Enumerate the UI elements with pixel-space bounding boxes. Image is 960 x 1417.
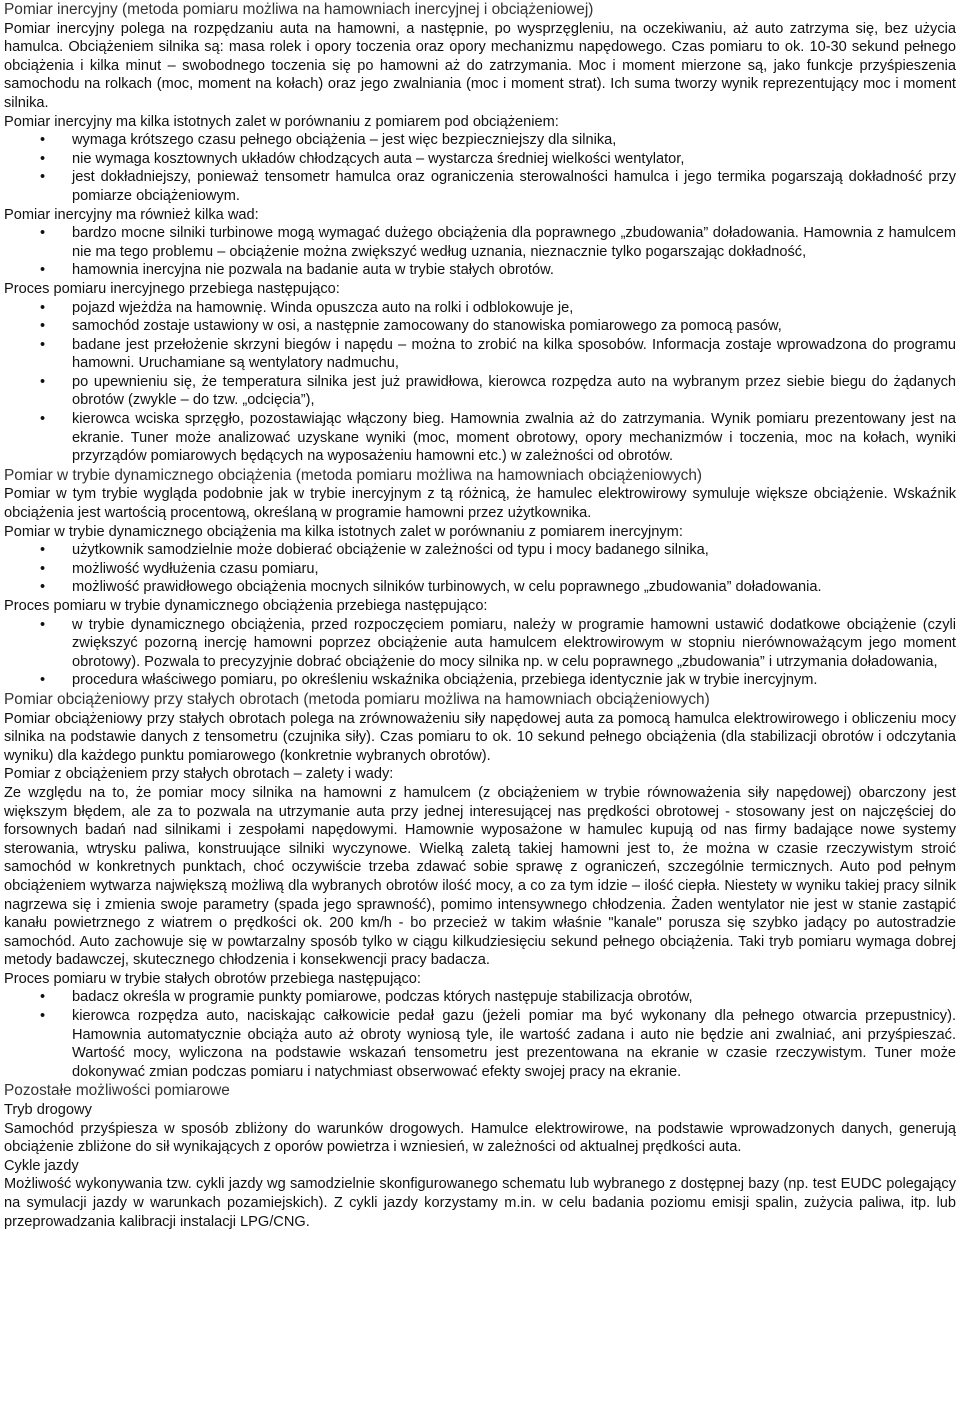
bullet-item: • po upewnieniu się, że temperatura silnika jest już prawidłowa, kierowca rozpędza auto na wybranym przez siebie biegu do żądanych obrotów (zwykle – do tzw. „odcięcia”),	[4, 373, 956, 410]
paragraph: Pomiar inercyjny ma również kilka wad:	[4, 206, 259, 223]
paragraph: Cykle jazdy	[4, 1157, 79, 1174]
bullet-item: • możliwość prawidłowego obciążenia mocnych silników turbinowych, w celu poprawnego „zbudowania” doładowania.	[4, 578, 956, 597]
bullet-item: • kierowca wciska sprzęgło, pozostawiając włączony bieg. Hamownia zwalnia aż do zatrzymania. Wynik pomiaru prezentowany jest na ekranie. Tuner może analizować uzyskane wyniki (moc, moment obrotowy, opory mechanizmów i toczenia, moc na kołach, wyniki przyrządów pomiarowych będących na wyposażeniu hamowni etc.) w zależności od obrotów.	[4, 410, 956, 466]
bullet-item: • hamownia inercyjna nie pozwala na badanie auta w trybie stałych obrotów.	[4, 261, 956, 280]
bullet-item: • jest dokładniejszy, ponieważ tensometr hamulca oraz ograniczenia sterowalności hamulca i jego termika pogarszają dokładność przy pomiarze obciążeniowym.	[4, 168, 956, 205]
paragraph: Samochód przyśpiesza w sposób zbliżony do warunków drogowych. Hamulce elektrowirowe, na podstawie wprowadzonych danych, generują obciążenie zbliżone do sił wynikających z oporów powietrza i wzniesień, w zależności od aktualnej prędkości auta.	[4, 1120, 956, 1156]
bullet-item: • wymaga krótszego czasu pełnego obciążenia – jest więc bezpieczniejszy dla silnika,	[4, 131, 956, 150]
paragraph: Tryb drogowy	[4, 1102, 92, 1119]
bullet-item: • bardzo mocne silniki turbinowe mogą wymagać dużego obciążenia dla poprawnego „zbudowania” doładowania. Hamownia z hamulcem nie ma tego problemu – obciążenie można zwiększyć według uznania, nieznacznie tylko pogarszając dokładność,	[4, 224, 956, 261]
bullet-list	[4, 541, 956, 597]
bullet-item: • badane jest przełożenie skrzyni biegów i napędu – można to zrobić na kilka sposobów. Informacja zostaje wprowadzona do programu hamowni. Uruchamiane są wentylatory nadmuchu,	[4, 336, 956, 373]
bullet-list	[4, 616, 956, 690]
section-heading: Pozostałe możliwości pomiarowe	[4, 1082, 230, 1100]
paragraph: Ze względu na to, że pomiar mocy silnika na hamowni z hamulcem (z obciążeniem w trybie równoważenia siły napędowej) obarczony jest większym błędem, ale za to pozwala na utrzymanie auta przy jednej interesującej nas prędkości obrotowej - stosowany jest on najczęściej do forsownych badań nad silnikami i zespołami napędowymi. Hamownie wyposażone w hamulec kupują od nas firmy badające nowe systemy sterowania, wtrysku paliwa, konstruujące silniki wyczynowe. Wielką zaletą takiej hamowni jest to, że można w czasie rzeczywistym stroić samochód w konkretnych punktach, choć oczywiście trzeba zdawać sobie sprawę z ograniczeń, szczególnie termicznych. Auto pod pełnym obciążeniem wytwarza największą możliwą dla wybranych obrotów ilość mocy, a co za tym idzie – ilość ciepła. Niestety w wyniku takiej pracy silnik nagrzewa się i zmienia swoje parametry (spada jego sprawność), pomimo intensywnego chłodzenia. Żaden wentylator nie jest w stanie zastąpić kanału powietrznego z wiatrem o prędkości ok. 200 km/h - bo przecież w takim właśnie "kanale" porusza się szybko jadący po autostradzie samochód. Auto zachowuje się w powtarzalny sposób tylko w ciągu kilkudziesięciu sekund pełnego obciążenia. Taki tryb pomiaru wymaga dobrej metody badawczej, skutecznego chłodzenia i konsekwencji pracy badacza.	[4, 784, 956, 969]
bullet-list	[4, 299, 956, 466]
bullet-list	[4, 224, 956, 280]
paragraph: Proces pomiaru inercyjnego przebiega następująco:	[4, 280, 340, 297]
section-heading: Pomiar w trybie dynamicznego obciążenia (metoda pomiaru możliwa na hamowniach obciążeniowych)	[4, 466, 703, 484]
bullet-item: • kierowca rozpędza auto, naciskając całkowicie pedał gazu (jeżeli pomiar ma być wykonany dla pełnego otwarcia przepustnicy). Hamownia automatycznie obciąża auto aż obroty wyniosą tyle, ile wartość zadana i auto nie będzie ani zwalniać, ani przyśpieszać. Wartość mocy, wyliczona na podstawie wskazań tensometru jest prezentowana na ekranie w czasie rzeczywistym. Tuner może dokonywać zmian podczas pomiaru i natychmiast obserwować efekty swojej pracy na ekranie.	[4, 1007, 956, 1081]
paragraph: Pomiar inercyjny ma kilka istotnych zalet w porównaniu z pomiarem pod obciążeniem:	[4, 113, 559, 130]
section-heading: Pomiar inercyjny (metoda pomiaru możliwa na hamowniach inercyjnej i obciążeniowej)	[4, 1, 594, 18]
paragraph: Możliwość wykonywania tzw. cykli jazdy wg samodzielnie skonfigurowanego schematu lub wybranego z dostępnej bazy (np. test EUDC polegający na symulacji jazdy w warunkach pozamiejskich). Z cykli jazdy korzystamy m.in. w celu badania poziomu emisji spalin, zużycia paliwa, itp. lub przeprowadzania kalibracji instalacji LPG/CNG.	[4, 1176, 956, 1230]
paragraph: Pomiar w trybie dynamicznego obciążenia ma kilka istotnych zalet w porównaniu z pomiarem inercyjnym:	[4, 523, 683, 540]
paragraph: Proces pomiaru w trybie stałych obrotów przebiega następująco:	[4, 970, 421, 987]
bullet-item: • nie wymaga kosztownych układów chłodzących auta – wystarcza średniej wielkości wentylator,	[4, 150, 956, 169]
bullet-item: • samochód zostaje ustawiony w osi, a następnie zamocowany do stanowiska pomiarowego za pomocą pasów,	[4, 317, 956, 336]
bullet-item: • w trybie dynamicznego obciążenia, przed rozpoczęciem pomiaru, należy w programie hamowni ustawić dodatkowe obciążenie (czyli zwiększyć pozorną inercję hamowni poprzez obciążenie auta hamulcem elektrowirowym w stopniu nierównoważącym jego moment obrotowy). Pozwala to precyzyjnie dobrać obciążenie do mocy silnika np. w celu poprawnego „zbudowania” i utrzymania doładowania,	[4, 616, 956, 672]
paragraph: Pomiar obciążeniowy przy stałych obrotach polega na zrównoważeniu siły napędowej auta za pomocą hamulca elektrowirowego i obliczeniu mocy silnika na podstawie danych z tensometru (czujnika siły). Czas pomiaru to ok. 10 sekund pełnego obciążenia (dla stabilizacji obrotów i odczytania wyniku) dla każdego punktu pomiarowego (konkretnie wybranych obrotów).	[4, 710, 956, 764]
paragraph: Proces pomiaru w trybie dynamicznego obciążenia przebiega następująco:	[4, 598, 488, 614]
section-heading: Pomiar obciążeniowy przy stałych obrotach (metoda pomiaru możliwa na hamowniach obciążeniowych)	[4, 690, 710, 708]
paragraph: Pomiar z obciążeniem przy stałych obrotach – zalety i wady:	[4, 766, 394, 783]
bullet-item: • możliwość wydłużenia czasu pomiaru,	[4, 560, 956, 579]
bullet-item: • badacz określa w programie punkty pomiarowe, podczas których następuje stabilizacja obrotów,	[4, 988, 956, 1007]
paragraph: Pomiar w tym trybie wygląda podobnie jak w trybie inercyjnym z tą różnicą, że hamulec elektrowirowy symuluje większe obciążenie. Wskaźnik obciążenia jest wartością procentową, określaną w programie hamowni przez użytkownika.	[4, 486, 956, 522]
bullet-item: • procedura właściwego pomiaru, po określeniu wskaźnika obciążenia, przebiega identycznie jak w trybie inercyjnym.	[4, 671, 956, 690]
bullet-list	[4, 131, 956, 205]
bullet-list	[4, 988, 956, 1081]
bullet-item: • użytkownik samodzielnie może dobierać obciążenie w zależności od typu i mocy badanego silnika,	[4, 541, 956, 560]
paragraph: Pomiar inercyjny polega na rozpędzaniu auta na hamowni, a następnie, po wysprzęgleniu, na oczekiwaniu, aż auto zatrzyma się, bez użycia hamulca. Obciążeniem silnika są: masa rolek i opory toczenia oraz opory mechanizmu napędowego. Czas pomiaru to ok. 10-30 sekund pełnego obciążenia i kilka minut – swobodnego toczenia się po hamowni aż do zatrzymania. Moc i moment mierzone są, jako funkcje przyśpieszenia samochodu na rolkach (moc, moment na kołach) oraz jego zwalniania (moc i moment strat). Ich suma tworzy wynik reprezentujący moc i moment silnika.	[4, 20, 956, 111]
bullet-item: • pojazd wjeżdża na hamownię. Winda opuszcza auto na rolki i odblokowuje je,	[4, 299, 956, 318]
